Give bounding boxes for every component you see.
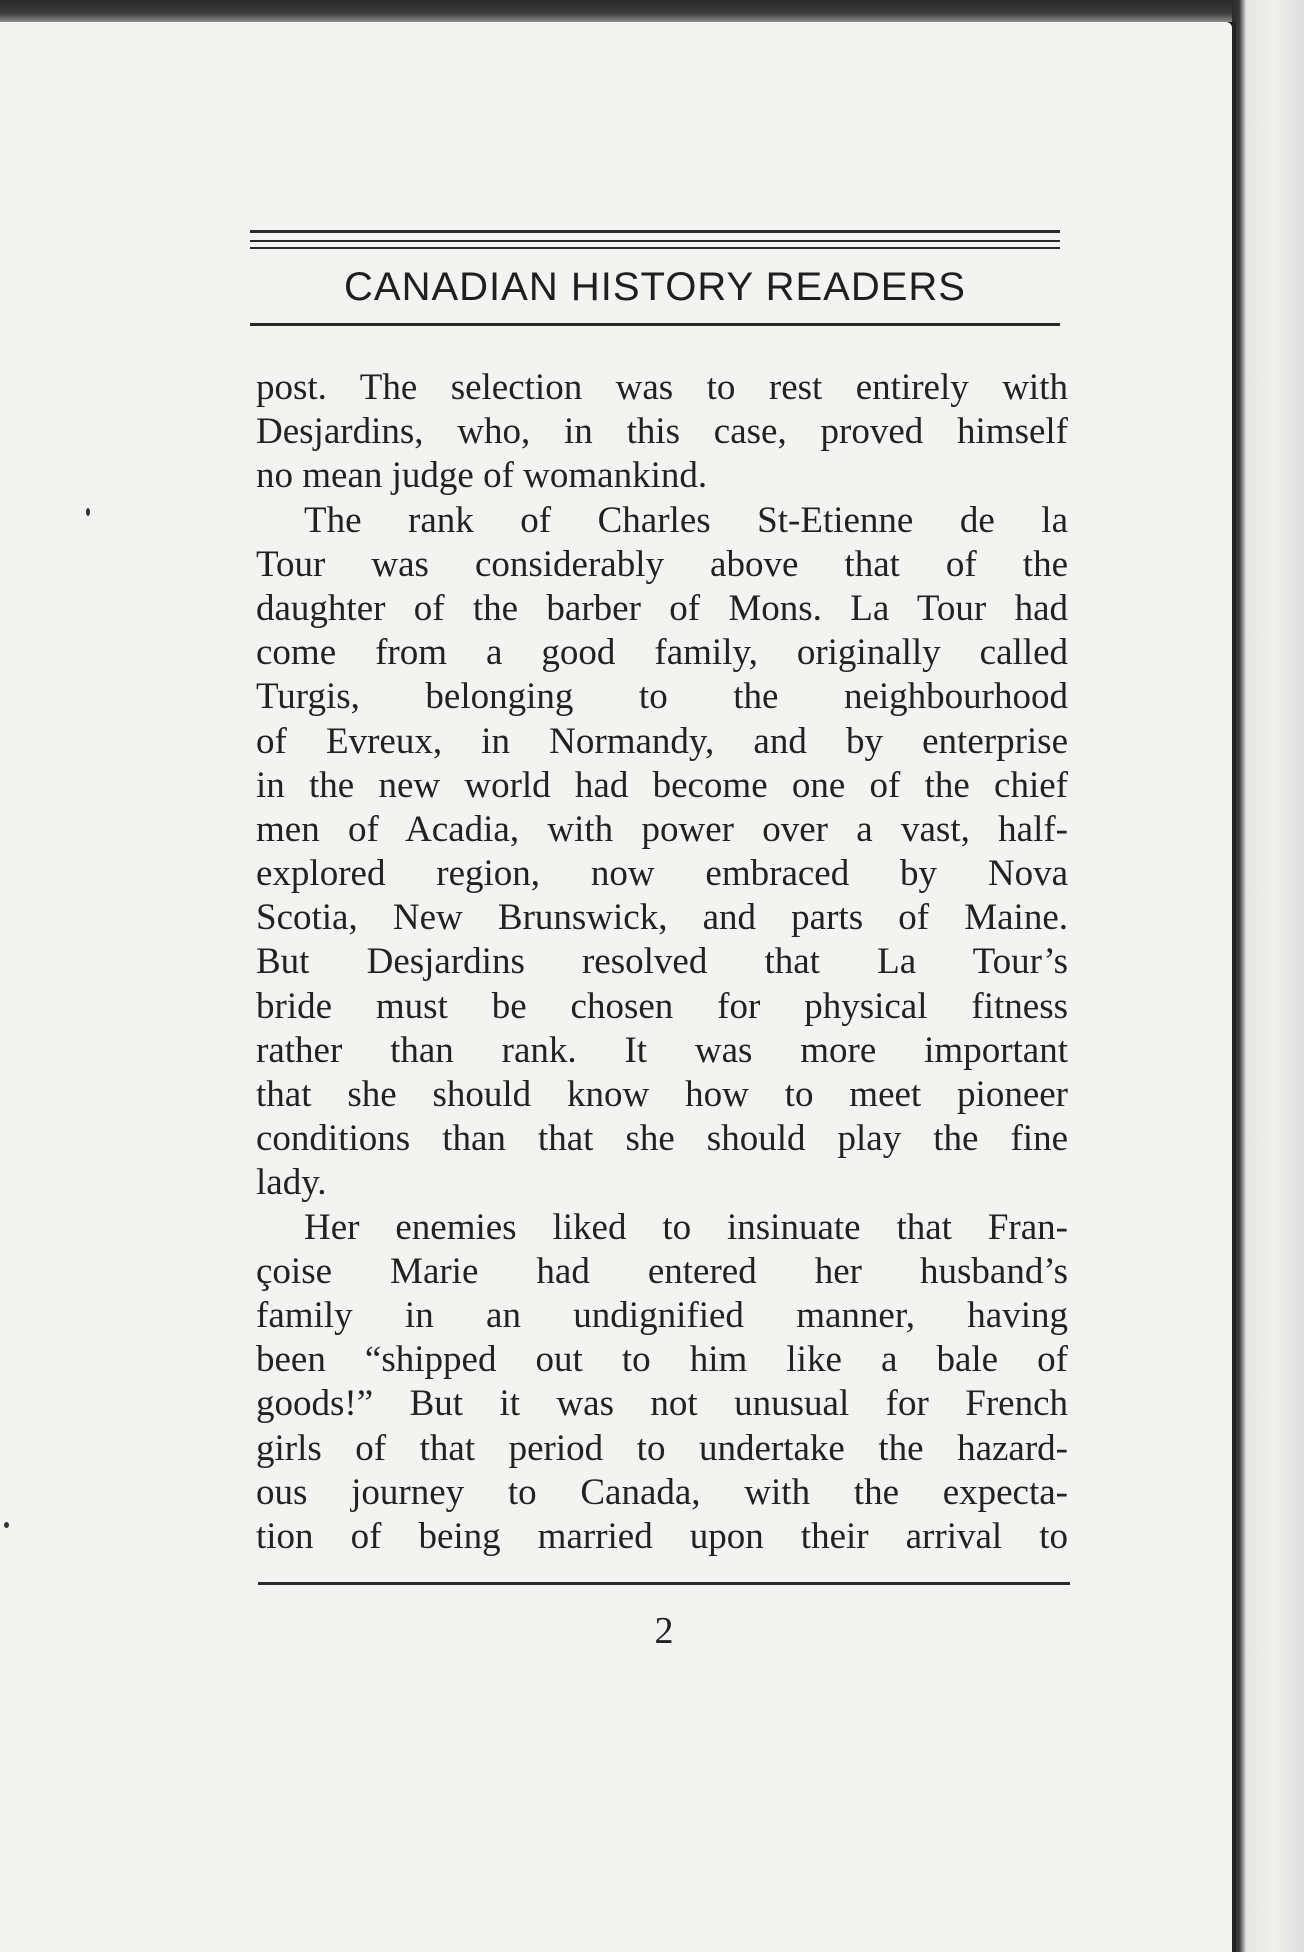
text-line: rather than rank. It was more important <box>256 1029 1068 1071</box>
running-title: CANADIAN HISTORY READERS <box>344 265 966 309</box>
text-line: Tour was considerably above that of the <box>256 543 1068 585</box>
scan-speck <box>86 508 90 516</box>
text-line: men of Acadia, with power over a vast, half- <box>256 808 1068 850</box>
text-line: family in an undignified manner, having <box>256 1294 1068 1336</box>
footer-rule <box>258 1582 1070 1585</box>
text-line: tion of being married upon their arrival to <box>256 1515 1068 1557</box>
text-line: that she should know how to meet pioneer <box>256 1074 1068 1115</box>
text-line: no mean judge of womankind. <box>256 455 708 497</box>
text-line: come from a good family, originally called <box>256 632 1068 674</box>
text-line: bride must be chosen for physical fitness <box>256 985 1068 1027</box>
text-line: Desjardins, who, in this case, proved himself <box>256 411 1068 453</box>
scan-speck <box>4 1522 9 1528</box>
body-text <box>256 366 1068 1559</box>
page-number: 2 <box>654 1610 674 1652</box>
text-line: The rank of Charles St-Etienne de la <box>304 499 1068 541</box>
text-line: of Evreux, in Normandy, and by enterprise <box>256 720 1068 762</box>
text-line: Scotia, New Brunswick, and parts of Maine. <box>256 897 1068 939</box>
text-line: conditions than that she should play the fine <box>256 1118 1068 1160</box>
header-rule <box>250 247 1060 249</box>
text-line: girls of that period to undertake the hazard- <box>256 1427 1068 1469</box>
text-line: lady. <box>256 1162 327 1204</box>
header-underline <box>250 323 1060 326</box>
page-edge <box>1232 22 1236 1952</box>
text-line: Her enemies liked to insinuate that Fran- <box>304 1206 1068 1248</box>
text-line: çoise Marie had entered her husband’s <box>256 1250 1068 1292</box>
text-line: post. The selection was to rest entirely with <box>256 367 1068 408</box>
scan-top-edge <box>0 0 1304 22</box>
text-line: daughter of the barber of Mons. La Tour had <box>256 587 1068 629</box>
header-rule <box>250 240 1060 242</box>
text-line: Turgis, belonging to the neighbourhood <box>256 676 1068 718</box>
text-line: explored region, now embraced by Nova <box>256 853 1068 895</box>
text-line: But Desjardins resolved that La Tour’s <box>256 941 1068 983</box>
text-line: ous journey to Canada, with the expecta- <box>256 1471 1068 1513</box>
text-line: in the new world had become one of the chief <box>256 764 1068 806</box>
book-spine <box>1232 0 1304 1952</box>
text-line: been “shipped out to him like a bale of <box>256 1339 1068 1381</box>
header-rule <box>250 230 1060 233</box>
text-line: goods!” But it was not unusual for French <box>256 1383 1068 1425</box>
